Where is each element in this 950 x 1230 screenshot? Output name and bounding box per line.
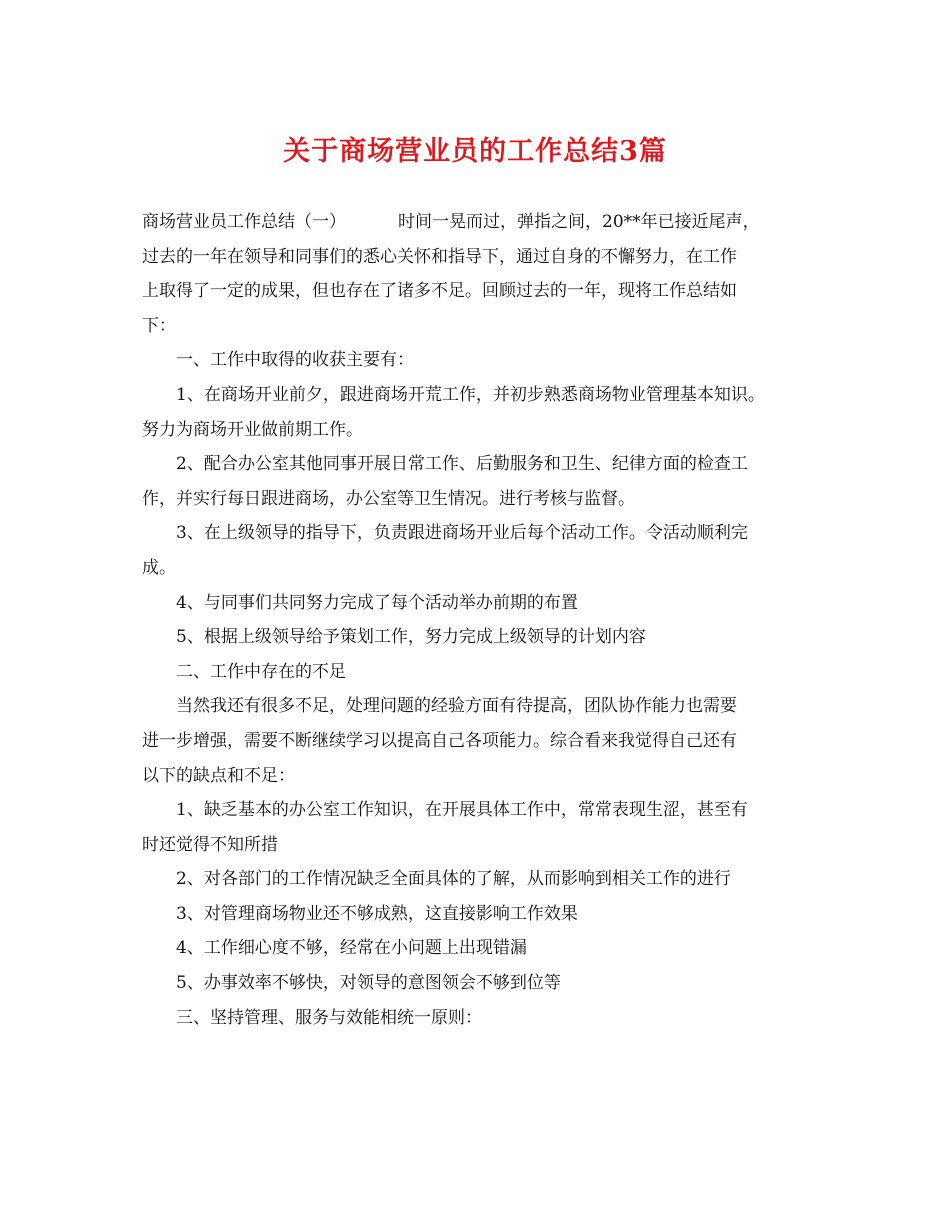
paragraph-line [142, 966, 814, 1001]
document-body [142, 205, 814, 1035]
line-text: 5、办事效率不够快，对领导的意图领会不够到位等 [176, 973, 561, 994]
line-text: 1、缺乏基本的办公室工作知识，在开展具体工作中，常常表现生涩，甚至有 [176, 800, 748, 821]
line-text: 上取得了一定的成果，但也存在了诸多不足。回顾过去的一年，现将工作总结如 [142, 281, 737, 302]
paragraph-line [142, 655, 814, 690]
paragraph-line [142, 413, 814, 448]
paragraph-line [142, 620, 814, 655]
line-text: 作，并实行每日跟进商场，办公室等卫生情况。进行考核与监督。 [142, 488, 635, 509]
paragraph-line [142, 309, 814, 344]
paragraph-line [142, 482, 814, 517]
line-text: 二、工作中存在的不足 [176, 661, 346, 682]
paragraph-line [142, 724, 814, 759]
paragraph-line [142, 586, 814, 621]
paragraph-line [142, 205, 814, 240]
paragraph-line [142, 516, 814, 551]
paragraph-line [142, 793, 814, 828]
line-text: 过去的一年在领导和同事们的悉心关怀和指导下，通过自身的不懈努力，在工作 [142, 246, 737, 267]
paragraph-line [142, 551, 814, 586]
line-text: 2、对各部门的工作情况缺乏全面具体的了解，从而影响到相关工作的进行 [176, 869, 731, 890]
line-text: 时间一晃而过，弹指之间，20**年已接近尾声， [398, 212, 760, 232]
paragraph-line [142, 862, 814, 897]
section-heading-inline: 商场营业员工作总结（一） [142, 212, 346, 232]
paragraph-line [142, 343, 814, 378]
paragraph-line [142, 828, 814, 863]
paragraph-line [142, 1001, 814, 1036]
line-text: 5、根据上级领导给予策划工作，努力完成上级领导的计划内容 [176, 627, 646, 648]
line-text: 一、工作中取得的收获主要有： [176, 350, 414, 371]
paragraph-line [142, 689, 814, 724]
paragraph-line [142, 759, 814, 794]
line-text: 当然我还有很多不足，处理问题的经验方面有待提高，团队协作能力也需要 [176, 696, 737, 717]
line-text: 成。 [142, 557, 176, 578]
document-title: 关于商场营业员的工作总结3篇 [283, 136, 667, 167]
line-text: 4、与同事们共同努力完成了每个活动举办前期的布置 [176, 592, 578, 613]
line-text: 2、配合办公室其他同事开展日常工作、后勤服务和卫生、纪律方面的检查工 [176, 454, 748, 475]
line-text: 3、对管理商场物业还不够成熟，这直接影响工作效果 [176, 903, 578, 924]
paragraph-line [142, 931, 814, 966]
line-text: 以下的缺点和不足： [142, 765, 295, 786]
line-text: 4、工作细心度不够，经常在小问题上出现错漏 [176, 938, 527, 959]
paragraph-line [142, 378, 814, 413]
paragraph-line [142, 274, 814, 309]
line-text: 三、坚持管理、服务与效能相统一原则： [176, 1007, 482, 1028]
line-text: 时还觉得不知所措 [142, 834, 278, 855]
line-text: 下： [142, 315, 176, 336]
line-text: 1、在商场开业前夕，跟进商场开荒工作，并初步熟悉商场物业管理基本知识。 [176, 384, 765, 405]
line-text: 进一步增强，需要不断继续学习以提高自己各项能力。综合看来我觉得自己还有 [142, 730, 737, 751]
paragraph-line [142, 897, 814, 932]
paragraph-line [142, 240, 814, 275]
paragraph-line [142, 447, 814, 482]
line-text: 努力为商场开业做前期工作。 [142, 419, 363, 440]
line-text: 3、在上级领导的指导下，负责跟进商场开业后每个活动工作。令活动顺利完 [176, 523, 748, 544]
